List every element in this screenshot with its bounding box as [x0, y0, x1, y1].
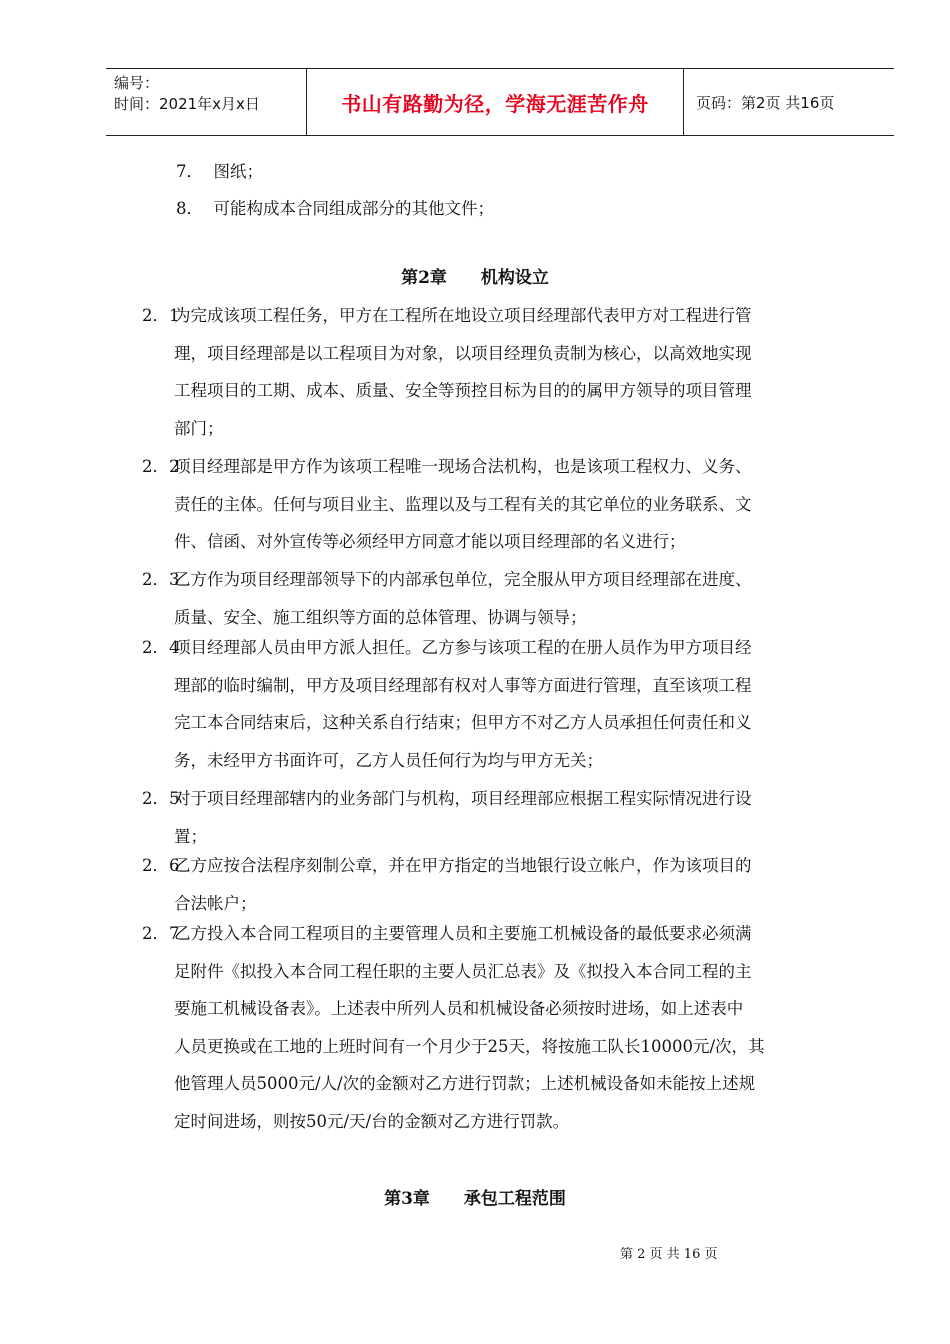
chapter-title: 机构设立: [480, 268, 549, 288]
clause-text-line: 部门；: [174, 418, 224, 438]
list-item-number: 8．: [176, 199, 203, 218]
clause-number: 2．7: [142, 924, 180, 943]
list-item-text: 可能构成本合同组成部分的其他文件；: [213, 199, 494, 218]
clause-text-line: 务，未经甲方书面许可，乙方人员任何行为均与甲方无关；: [174, 750, 603, 770]
clause-text-line: 乙方应按合法程序刻制公章，并在甲方指定的当地银行设立帐户，作为该项目的: [174, 856, 752, 875]
document-date: 时间：2021年x月x日: [114, 95, 260, 113]
clause-text-line: 件、信函、对外宣传等必须经甲方同意才能以项目经理部的名义进行；: [174, 532, 686, 551]
clause-number: 2．6: [142, 856, 180, 875]
clause-text-line: 乙方投入本合同工程项目的主要管理人员和主要施工机械设备的最低要求必须满: [174, 924, 752, 943]
clause-text-line: 要施工机械设备表》。上述表中所列人员和机械设备必须按时进场，如上述表中: [174, 999, 744, 1018]
clause-text-line: 质量、安全、施工组织等方面的总体管理、协调与领导；: [174, 607, 587, 627]
header-meta: [106, 69, 307, 135]
list-item-number: 7．: [176, 162, 203, 181]
clause-number: 2．1: [142, 306, 180, 325]
clause-text-line: 他管理人员5000元/人/次的金额对乙方进行罚款；上述机械设备如未能按上述规: [174, 1074, 756, 1093]
clause-text-line: 工程项目的工期、成本、质量、安全等预控目标为目的的属甲方领导的项目管理: [174, 381, 752, 400]
clause-number: 2．5: [142, 789, 180, 808]
clause-text-line: 合法帐户；: [174, 893, 257, 913]
page-footer: 第 2 页 共 16 页: [620, 1247, 718, 1262]
clause-number: 2．3: [142, 570, 180, 589]
page-header: [106, 68, 894, 136]
list-item-text: 图纸；: [213, 162, 263, 181]
clause-text-line: 定时间进场，则按50元/天/台的金额对乙方进行罚款。: [174, 1111, 570, 1131]
clause-text-line: 为完成该项工程任务，甲方在工程所在地设立项目经理部代表甲方对工程进行管: [174, 306, 752, 325]
clause-text-line: 理部的临时编制，甲方及项目经理部有权对人事等方面进行管理，直至该项工程: [174, 675, 752, 695]
chapter-number: 第2章: [401, 268, 447, 288]
header-motto: 书山有路勤为径，学海无涯苦作舟: [307, 69, 684, 135]
clause-number: 2．4: [142, 638, 180, 657]
clause-number: 2．2: [142, 457, 180, 476]
clause-text-line: 理，项目经理部是以工程项目为对象，以项目经理负责制为核心，以高效地实现: [174, 343, 752, 363]
list-item: [176, 197, 494, 221]
list-item: [176, 160, 263, 184]
chapter-heading: [0, 266, 950, 290]
clause-text-line: 项目经理部是甲方作为该项工程唯一现场合法机构，也是该项工程权力、义务、: [174, 457, 752, 476]
clause-text-line: 对于项目经理部辖内的业务部门与机构，项目经理部应根据工程实际情况进行设: [174, 789, 752, 808]
clause-text-line: 责任的主体。任何与项目业主、监理以及与工程有关的其它单位的业务联系、文: [174, 494, 752, 514]
clause-text-line: 项目经理部人员由甲方派人担任。乙方参与该项工程的在册人员作为甲方项目经: [174, 638, 752, 657]
chapter-title: 承包工程范围: [463, 1189, 566, 1209]
clause-text-line: 置；: [174, 826, 207, 846]
chapter-number: 第3章: [384, 1189, 430, 1209]
clause-text-line: 足附件《拟投入本合同工程任职的主要人员汇总表》及《拟投入本合同工程的主: [174, 961, 752, 981]
clause-text-line: 完工本合同结束后，这种关系自行结束；但甲方不对乙方人员承担任何责任和义: [174, 713, 752, 732]
clause-text-line: 人员更换或在工地的上班时间有一个月少于25天，将按施工队长10000元/次，其: [174, 1036, 765, 1056]
chapter-heading: [0, 1187, 950, 1211]
header-page-number: 页码：第2页 共16页: [696, 93, 835, 112]
clause-text-line: 乙方作为项目经理部领导下的内部承包单位，完全服从甲方项目经理部在进度、: [174, 570, 752, 589]
document-number: 编号：: [114, 74, 160, 92]
